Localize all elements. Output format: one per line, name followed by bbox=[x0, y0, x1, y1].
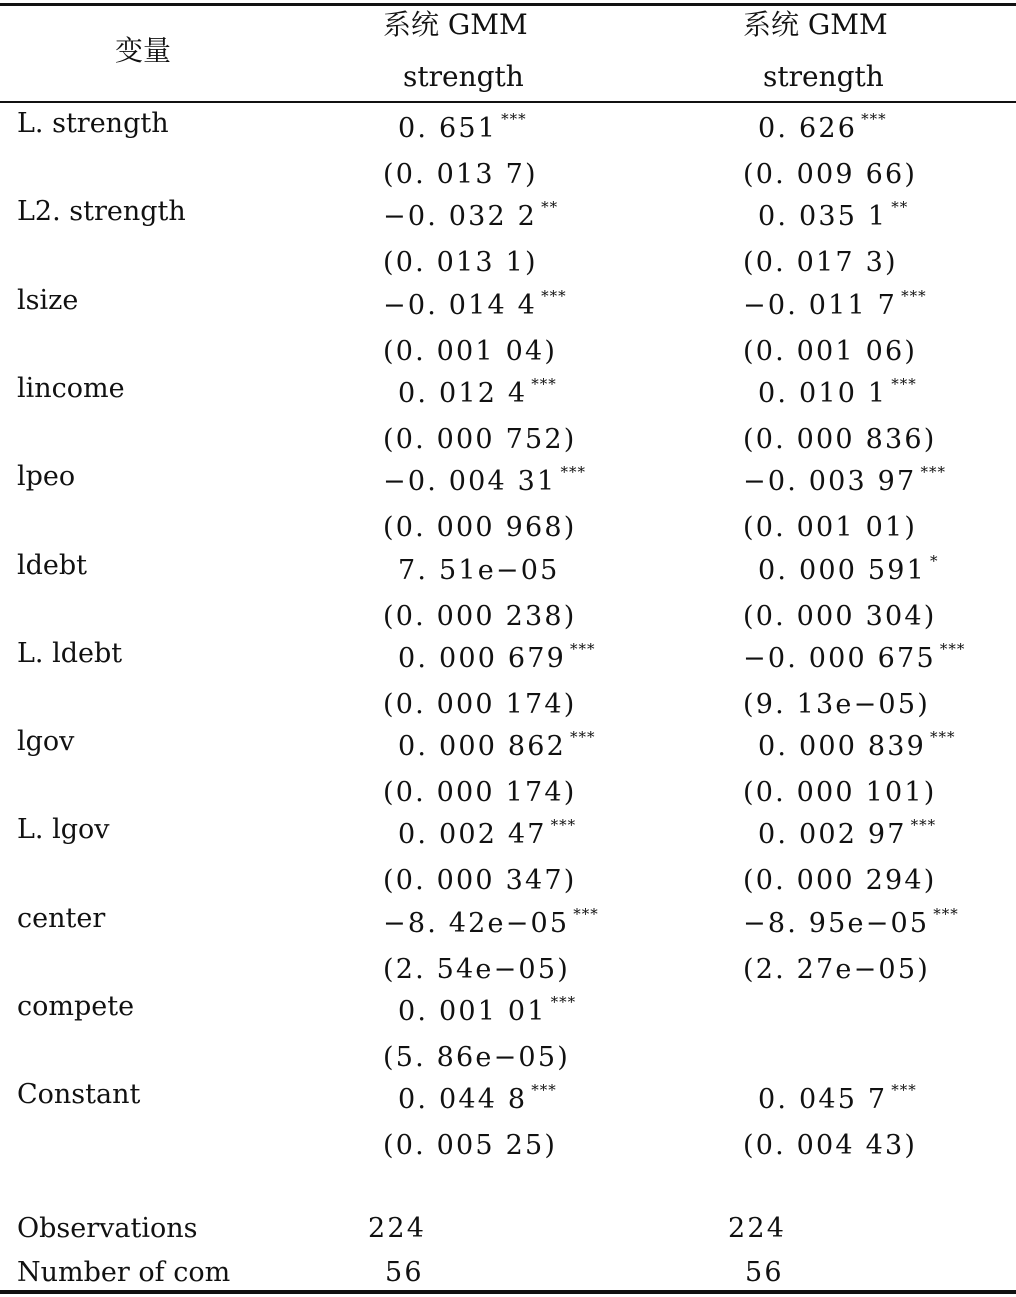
stderr-col1: (0. 013 7) bbox=[383, 159, 538, 190]
stderr-col1: (2. 54e−05) bbox=[383, 954, 570, 985]
stderr-col2: (0. 000 304) bbox=[743, 601, 937, 632]
sig-stars-col1: *** bbox=[541, 287, 567, 305]
sig-stars-col1: ** bbox=[541, 198, 559, 216]
coef-col2: 0. 035 1 ** bbox=[758, 198, 909, 232]
variable-name: L2. strength bbox=[17, 196, 186, 227]
sig-stars-col2: *** bbox=[933, 905, 959, 923]
sig-stars-col1: *** bbox=[501, 110, 527, 128]
coef-col1: 0. 651 *** bbox=[398, 110, 527, 144]
stderr-col1: (0. 005 25) bbox=[383, 1130, 558, 1161]
bottom-rule bbox=[0, 1290, 1016, 1294]
header-rule bbox=[0, 101, 1016, 103]
sig-stars-col2: *** bbox=[939, 640, 966, 658]
variable-name: center bbox=[17, 903, 106, 934]
stderr-col2: (0. 000 101) bbox=[743, 777, 937, 808]
var-header: 变量 bbox=[115, 34, 172, 67]
variable-name: lsize bbox=[17, 285, 79, 316]
coef-col2 bbox=[758, 998, 762, 1025]
col2-dep-header: strength bbox=[763, 60, 884, 93]
stderr-col2: (2. 27e−05) bbox=[743, 954, 930, 985]
coef-col1: 0. 001 01 *** bbox=[398, 993, 577, 1027]
sig-stars-col2: *** bbox=[901, 287, 927, 305]
coef-col2: 0. 000 591 * bbox=[758, 552, 939, 586]
coef-col1: 0. 044 8 *** bbox=[398, 1081, 557, 1115]
stderr-col1: (0. 000 238) bbox=[383, 601, 577, 632]
sig-stars-col2: ** bbox=[891, 198, 909, 216]
coef-col1: 0. 000 679 *** bbox=[398, 640, 596, 674]
observations-col1: 224 bbox=[368, 1213, 427, 1244]
sig-stars-col2: *** bbox=[930, 728, 956, 746]
stderr-col1: (0. 000 174) bbox=[383, 777, 577, 808]
stderr-col1: (0. 001 04) bbox=[383, 336, 558, 367]
coef-col2: 0. 626 *** bbox=[758, 110, 887, 144]
sig-stars-col1: *** bbox=[531, 1081, 557, 1099]
sig-stars-col2: *** bbox=[910, 816, 937, 834]
sig-stars-col2: *** bbox=[861, 110, 887, 128]
sig-stars-col2: *** bbox=[891, 375, 917, 393]
sig-stars-col1: *** bbox=[570, 640, 596, 658]
coef-col1: 0. 000 862 *** bbox=[398, 728, 596, 762]
sig-stars-col2: *** bbox=[920, 463, 946, 481]
sig-stars-col1: *** bbox=[570, 728, 596, 746]
coef-col1: −0. 004 31 *** bbox=[383, 463, 586, 497]
stderr-col2: (9. 13e−05) bbox=[743, 689, 930, 720]
sig-stars-col1: *** bbox=[560, 463, 586, 481]
col2-model-header: 系统 GMM bbox=[743, 8, 888, 41]
coef-col2: 0. 002 97 *** bbox=[758, 816, 937, 850]
number-of-com-col2: 56 bbox=[745, 1257, 784, 1288]
coef-col1: 0. 012 4 *** bbox=[398, 375, 557, 409]
coef-col2: −8. 95e−05 *** bbox=[743, 905, 959, 939]
variable-name: L. lgov bbox=[17, 814, 110, 845]
number-of-com-label: Number of com bbox=[17, 1257, 231, 1288]
stderr-col1: (0. 000 968) bbox=[383, 512, 577, 543]
variable-name: Constant bbox=[17, 1079, 141, 1110]
coef-col1: 7. 51e−05 bbox=[398, 555, 560, 586]
variable-name: compete bbox=[17, 991, 135, 1022]
stderr-col1: (0. 000 347) bbox=[383, 865, 577, 896]
coef-col1: −8. 42e−05 *** bbox=[383, 905, 599, 939]
stderr-col2: (0. 009 66) bbox=[743, 159, 918, 190]
coef-col2: 0. 010 1 *** bbox=[758, 375, 917, 409]
stderr-col1: (0. 013 1) bbox=[383, 247, 538, 278]
stderr-col2: (0. 000 836) bbox=[743, 424, 937, 455]
stderr-col2: (0. 000 294) bbox=[743, 865, 937, 896]
col1-model-header: 系统 GMM bbox=[383, 8, 528, 41]
variable-name: L. ldebt bbox=[17, 638, 123, 669]
coef-col1: −0. 032 2 ** bbox=[383, 198, 559, 232]
stderr-col2: (0. 004 43) bbox=[743, 1130, 918, 1161]
sig-stars-col2: * bbox=[930, 552, 939, 570]
stderr-col2: (0. 001 01) bbox=[743, 512, 918, 543]
sig-stars-col2: *** bbox=[891, 1081, 917, 1099]
coef-col2: −0. 003 97 *** bbox=[743, 463, 946, 497]
coef-col2: −0. 000 675 *** bbox=[743, 640, 966, 674]
number-of-com-col1: 56 bbox=[385, 1257, 424, 1288]
top-rule bbox=[0, 3, 1016, 6]
coef-col1: −0. 014 4 *** bbox=[383, 287, 567, 321]
coef-col2: 0. 045 7 *** bbox=[758, 1081, 917, 1115]
sig-stars-col1: *** bbox=[550, 993, 577, 1011]
stderr-col1: (0. 000 174) bbox=[383, 689, 577, 720]
stderr-col2: (0. 017 3) bbox=[743, 247, 898, 278]
stderr-col1: (0. 000 752) bbox=[383, 424, 577, 455]
variable-name: lpeo bbox=[17, 461, 76, 492]
variable-name: lgov bbox=[17, 726, 75, 757]
col1-dep-header: strength bbox=[403, 60, 524, 93]
observations-col2: 224 bbox=[728, 1213, 787, 1244]
sig-stars-col1: *** bbox=[531, 375, 557, 393]
sig-stars-col1: *** bbox=[550, 816, 577, 834]
stderr-col2: (0. 001 06) bbox=[743, 336, 918, 367]
stderr-col1: (5. 86e−05) bbox=[383, 1042, 570, 1073]
sig-stars-col1: *** bbox=[573, 905, 599, 923]
coef-col2: −0. 011 7 *** bbox=[743, 287, 927, 321]
variable-name: L. strength bbox=[17, 108, 169, 139]
observations-label: Observations bbox=[17, 1213, 198, 1244]
coef-col1: 0. 002 47 *** bbox=[398, 816, 577, 850]
variable-name: ldebt bbox=[17, 550, 88, 581]
coef-col2: 0. 000 839 *** bbox=[758, 728, 956, 762]
variable-name: lincome bbox=[17, 373, 125, 404]
